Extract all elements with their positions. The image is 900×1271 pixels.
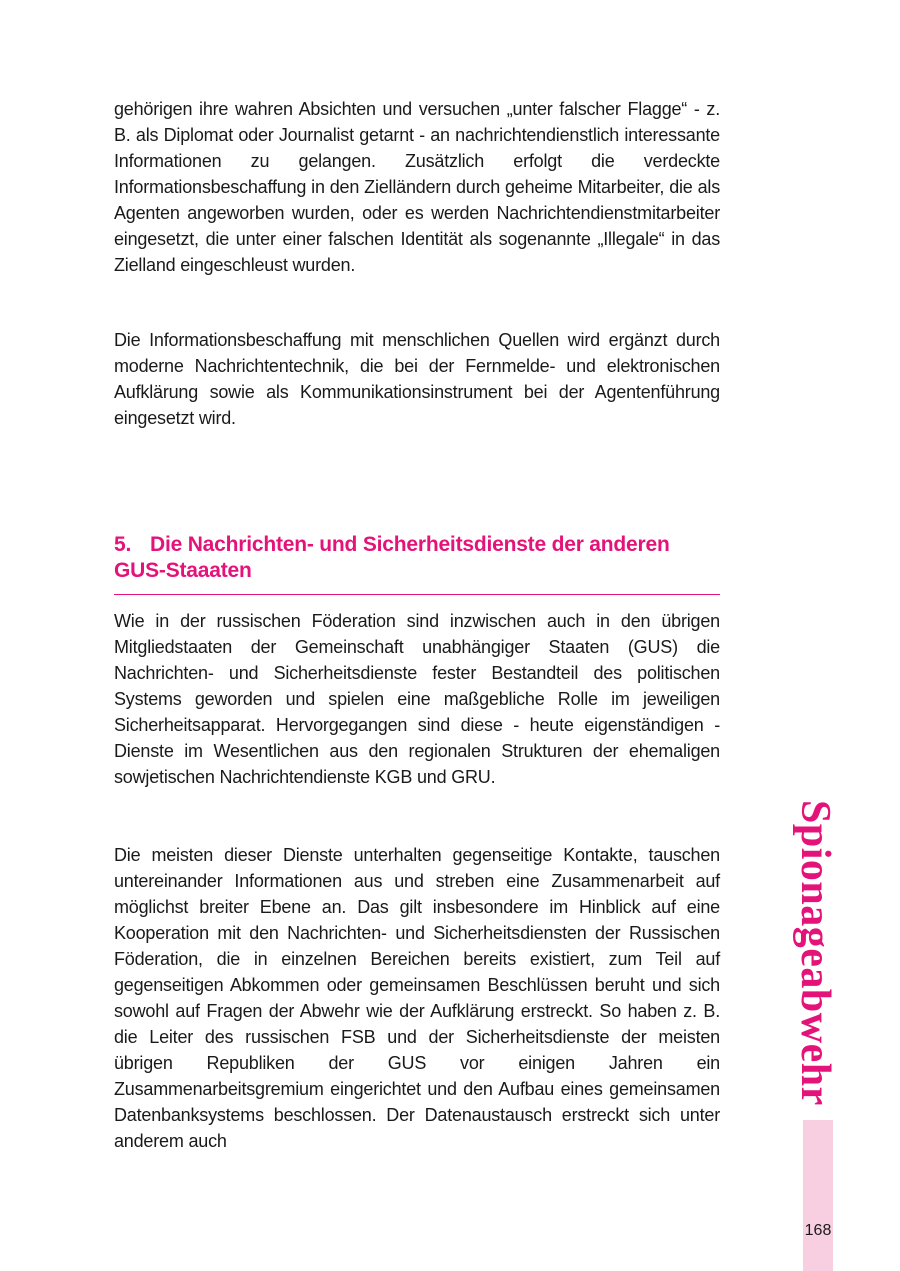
- body-paragraph-4: Die meisten dieser Dienste unterhalten gegenseitige Kontakte, tauschen untereinander Informationen aus und streben eine Zusammenarbeit auf möglichst breiter Ebene an. Das gilt insbesondere im Hinblick auf eine Kooperation mit den Nachrichten- und Sicherheitsdiensten der Russischen Föderation, die in einzelnen Bereichen bereits existiert, zum Teil auf gegenseitigen Abkommen oder gemeinsamen Beschlüssen beruht und sich sowohl auf Fragen der Abwehr wie der Aufklärung erstreckt. So haben z. B. die Leiter des russischen FSB und der Sicherheitsdienste der meisten übrigen Republiken der GUS vor einigen Jahren ein Zusammenarbeitsgremium eingerichtet und den Aufbau eines gemeinsamen Datenbanksystems beschlossen. Der Datenaustausch erstreckt sich unter anderem auch: [114, 845, 720, 1151]
- body-paragraph-3: Wie in der russischen Föderation sind inzwischen auch in den übrigen Mitgliedstaaten der Gemeinschaft unabhängiger Staaten (GUS) die Nachrichten- und Sicherheitsdienste fester Bestandteil des politischen Systems geworden und spielen eine maßgebliche Rolle im jeweiligen Sicherheitsapparat. Hervorgegangen sind diese - heute eigenständigen - Dienste im Wesentlichen aus den regionalen Strukturen der ehemaligen sowjetischen Nachrichtendienste KGB und GRU.: [114, 611, 720, 787]
- body-paragraph-1: gehörigen ihre wahren Absichten und versuchen „unter falscher Flagge“ - z. B. als Diplomat oder Journalist getarnt - an nachrichtendienstlich interessante Informationen zu gelangen. Zusätzlich erfolgt die verdeckte Informationsbeschaffung in den Zielländern durch geheime Mitarbeiter, die als Agenten angeworben wurden, oder es werden Nachrichtendienstmitarbeiter eingesetzt, die unter einer falschen Identität als sogenannte „Illegale“ in das Zielland eingeschleust wurden.: [114, 99, 720, 275]
- chapter-side-title: Spionageabwehr: [792, 800, 838, 1106]
- body-paragraph-2: Die Informationsbeschaffung mit menschlichen Quellen wird ergänzt durch moderne Nachrichtentechnik, die bei der Fernmelde- und elektronischen Aufklärung sowie als Kommunikationsinstrument bei der Agentenführung eingesetzt wird.: [114, 330, 720, 428]
- section-title: Die Nachrichten- und Sicherheitsdienste der anderen GUS-Staaaten: [114, 533, 670, 582]
- section-heading: [114, 532, 720, 595]
- page-number: 168: [804, 1222, 832, 1239]
- chapter-marker-bar: [803, 1120, 833, 1271]
- section-number: 5.: [114, 533, 132, 556]
